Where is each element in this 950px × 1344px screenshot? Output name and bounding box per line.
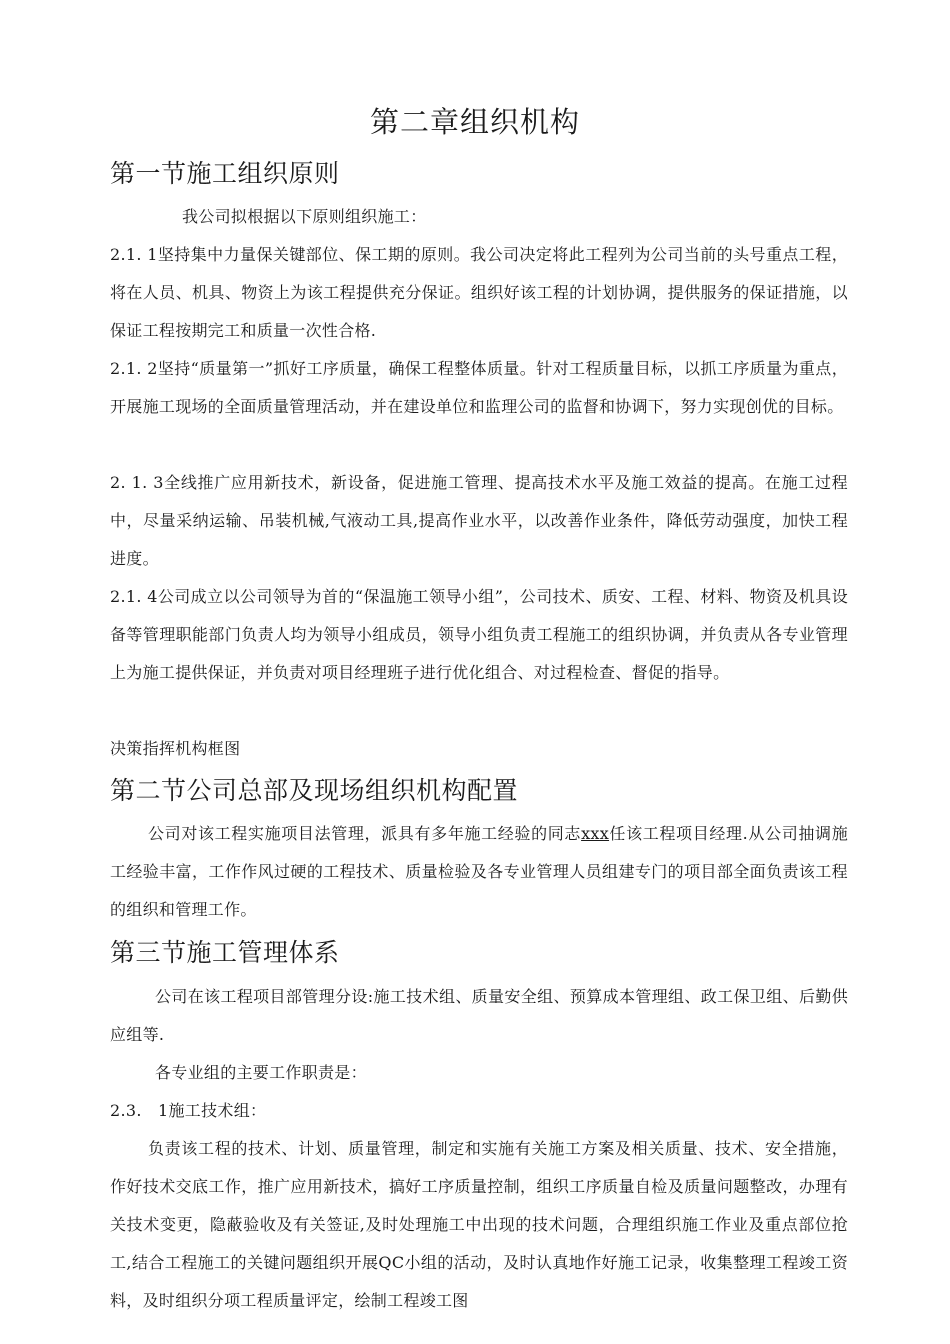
project-manager-name: xxx bbox=[581, 824, 610, 843]
principle-2-1-4: 2.1. 4公司成立以公司领导为首的“保温施工领导小组”，公司技术、质安、工程、材料、物资及机具设备等管理职能部门负责人均为领导小组成员，领导小组负责工程施工的组织协调，并负责从各专业管理上为施工提供保证，并负责对项目经理班子进行优化组合、对过程检查、督促的指导。 bbox=[110, 587, 848, 682]
chapter-title: 第二章组织机构 bbox=[369, 105, 580, 139]
section-2-title: 第二节公司总部及现场组织机构配置 bbox=[110, 776, 519, 805]
section-3-paragraph-1: 公司在该工程项目部管理分设:施工技术组、质量安全组、预算成本管理组、政工保卫组、后勤供应组等. bbox=[110, 987, 848, 1044]
section-1-title: 第一节施工组织原则 bbox=[110, 159, 340, 188]
section-3-subheading: 2.3. 1施工技术组： bbox=[110, 1101, 267, 1120]
section-3-title: 第三节施工管理体系 bbox=[110, 938, 340, 967]
section-2-paragraph bbox=[110, 815, 848, 929]
principle-2-1-1: 2.1. 1坚持集中力量保关键部位、保工期的原则。我公司决定将此工程列为公司当前的头号重点工程，将在人员、机具、物资上为该工程提供充分保证。组织好该工程的计划协调，提供服务的保证措施，以保证工程按期完工和质量一次性合格. bbox=[110, 245, 848, 340]
section-1-intro: 我公司拟根据以下原则组织施工： bbox=[182, 207, 427, 226]
section-2-text-before: 公司对该工程实施项目法管理，派具有多年施工经验的同志 bbox=[148, 824, 582, 843]
figure-caption: 决策指挥机构框图 bbox=[110, 739, 241, 758]
section-2-text-after: 任该工程项目经理.从公司抽调施工经验丰富，工作作风过硬的工程技术、质量检验及各专业管理人员组建专门的项目部全面负责该工程的组织和管理工作。 bbox=[110, 824, 848, 919]
principle-2-1-3: 2. 1. 3全线推广应用新技术，新设备，促进施工管理、提高技术水平及施工效益的提高。在施工过程中，尽量采纳运输、吊装机械,气液动工具,提高作业水平，以改善作业条件，降低劳动强度，加快工程进度。 bbox=[110, 473, 848, 568]
section-3-paragraph-3: 负责该工程的技术、计划、质量管理，制定和实施有关施工方案及相关质量、技术、安全措施，作好技术交底工作，推广应用新技术，搞好工序质量控制，组织工序质量自检及质量问题整改，办理有关技术变更，隐蔽验收及有关签证,及时处理施工中出现的技术问题，合理组织施工作业及重点部位抢工,结合工程施工的关键问题组织开展QC小组的活动，及时认真地作好施工记录，收集整理工程竣工资料，及时组织分项工程质量评定，绘制工程竣工图 bbox=[110, 1139, 848, 1310]
principle-2-1-2: 2.1. 2坚持“质量第一”抓好工序质量，确保工程整体质量。针对工程质量目标，以抓工序质量为重点，开展施工现场的全面质量管理活动，并在建设单位和监理公司的监督和协调下，努力实现创优的目标。 bbox=[110, 359, 848, 416]
section-3-paragraph-2: 各专业组的主要工作职责是： bbox=[155, 1063, 367, 1082]
